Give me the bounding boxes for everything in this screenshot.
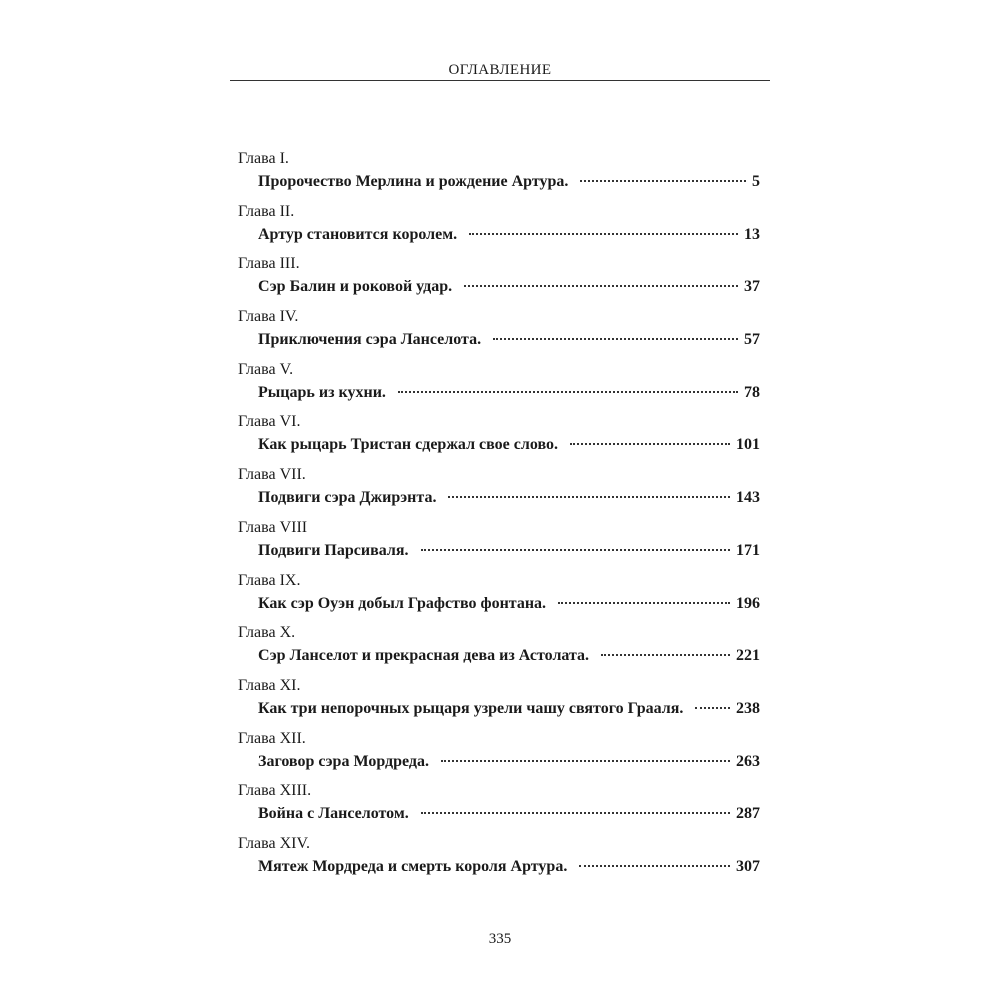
toc-entry bbox=[238, 729, 760, 782]
dot-leader bbox=[558, 602, 730, 604]
toc-title-line bbox=[258, 382, 760, 403]
toc-title-line bbox=[258, 593, 760, 614]
page-number: 13 bbox=[744, 225, 760, 243]
table-of-contents bbox=[238, 149, 760, 887]
toc-entry bbox=[238, 676, 760, 729]
dot-leader bbox=[441, 760, 730, 762]
dot-leader bbox=[421, 812, 730, 814]
dot-leader bbox=[493, 338, 738, 340]
page-number: 78 bbox=[744, 383, 760, 401]
toc-title-line bbox=[258, 856, 760, 877]
page-number: 57 bbox=[744, 331, 760, 349]
toc-entry bbox=[238, 518, 760, 571]
page-number: 287 bbox=[736, 805, 760, 823]
toc-title-line bbox=[258, 276, 760, 297]
page-number: 238 bbox=[736, 699, 760, 717]
chapter-label: Глава IV. bbox=[238, 308, 299, 326]
running-head-title: ОГЛАВЛЕНИЕ bbox=[448, 62, 552, 78]
toc-title-line bbox=[258, 329, 760, 350]
dot-leader bbox=[579, 865, 730, 867]
chapter-label: Глава X. bbox=[238, 624, 296, 642]
page-number: 196 bbox=[736, 594, 760, 612]
page-number: 307 bbox=[736, 857, 760, 875]
chapter-label: Глава IX. bbox=[238, 571, 301, 589]
toc-entry bbox=[238, 360, 760, 413]
toc-title-line bbox=[258, 751, 760, 772]
chapter-title: Сэр Балин и роковой удар. bbox=[258, 278, 453, 296]
chapter-title: Сэр Ланселот и прекрасная дева из Астолата. bbox=[258, 647, 590, 665]
toc-entry bbox=[238, 307, 760, 360]
chapter-title: Как рыцарь Тристан сдержал свое слово. bbox=[258, 436, 558, 454]
dot-leader bbox=[464, 285, 738, 287]
toc-entry bbox=[238, 202, 760, 255]
dot-leader bbox=[448, 496, 730, 498]
chapter-label: Глава XI. bbox=[238, 676, 301, 694]
toc-title-line bbox=[258, 434, 760, 455]
toc-title-line bbox=[258, 224, 760, 245]
header-rule bbox=[230, 80, 770, 81]
chapter-title: Артур становится королем. bbox=[258, 225, 458, 243]
toc-title-line bbox=[258, 803, 760, 824]
chapter-label: Глава I. bbox=[238, 150, 289, 167]
toc-title-line bbox=[258, 487, 760, 508]
chapter-title: Подвиги сэра Джирэнта. bbox=[258, 489, 437, 507]
toc-entry bbox=[238, 623, 760, 676]
chapter-label: Глава XII. bbox=[238, 729, 306, 747]
chapter-label: Глава II. bbox=[238, 202, 295, 220]
page-number: 37 bbox=[744, 278, 760, 296]
chapter-label: Глава XIV. bbox=[238, 834, 310, 852]
chapter-label: Глава VIII bbox=[238, 518, 308, 536]
toc-entry bbox=[238, 254, 760, 307]
chapter-label: Глава V. bbox=[238, 360, 294, 378]
folio-page-number: 335 bbox=[488, 931, 512, 947]
toc-entry bbox=[238, 781, 760, 834]
page-number: 263 bbox=[736, 752, 760, 770]
chapter-label: Глава VII. bbox=[238, 466, 306, 484]
dot-leader bbox=[421, 549, 731, 551]
toc-entry bbox=[238, 465, 760, 518]
toc-title-line bbox=[258, 171, 760, 192]
chapter-title: Приключения сэра Ланселота. bbox=[258, 331, 482, 349]
chapter-title: Как три непорочных рыцаря узрели чашу святого Грааля. bbox=[258, 699, 684, 717]
chapter-title: Пророчество Мерлина и рождение Артура. bbox=[258, 173, 569, 190]
chapter-title: Подвиги Парсиваля. bbox=[258, 541, 409, 559]
toc-entry bbox=[238, 149, 760, 202]
toc-entry bbox=[238, 834, 760, 887]
chapter-title: Рыцарь из кухни. bbox=[258, 383, 386, 401]
dot-leader bbox=[398, 391, 738, 393]
page-number: 101 bbox=[736, 436, 760, 454]
chapter-label: Глава III. bbox=[238, 255, 300, 273]
toc-title-line bbox=[258, 540, 760, 561]
page-number: 171 bbox=[736, 541, 760, 559]
page-number: 143 bbox=[736, 489, 760, 507]
chapter-title: Мятеж Мордреда и смерть короля Артура. bbox=[258, 857, 568, 875]
page-number: 5 bbox=[752, 173, 760, 190]
chapter-label: Глава XIII. bbox=[238, 782, 312, 800]
chapter-title: Заговор сэра Мордреда. bbox=[258, 752, 430, 770]
toc-title-line bbox=[258, 698, 760, 719]
chapter-title: Как сэр Оуэн добыл Графство фонтана. bbox=[258, 594, 547, 612]
dot-leader bbox=[695, 707, 730, 709]
page-number: 221 bbox=[736, 647, 760, 665]
chapter-label: Глава VI. bbox=[238, 413, 301, 431]
toc-entry bbox=[238, 571, 760, 624]
dot-leader bbox=[601, 654, 730, 656]
chapter-title: Война с Ланселотом. bbox=[258, 805, 409, 823]
dot-leader bbox=[469, 233, 738, 235]
toc-title-line bbox=[258, 645, 760, 666]
dot-leader bbox=[580, 180, 746, 182]
dot-leader bbox=[570, 443, 730, 445]
toc-entry bbox=[238, 412, 760, 465]
